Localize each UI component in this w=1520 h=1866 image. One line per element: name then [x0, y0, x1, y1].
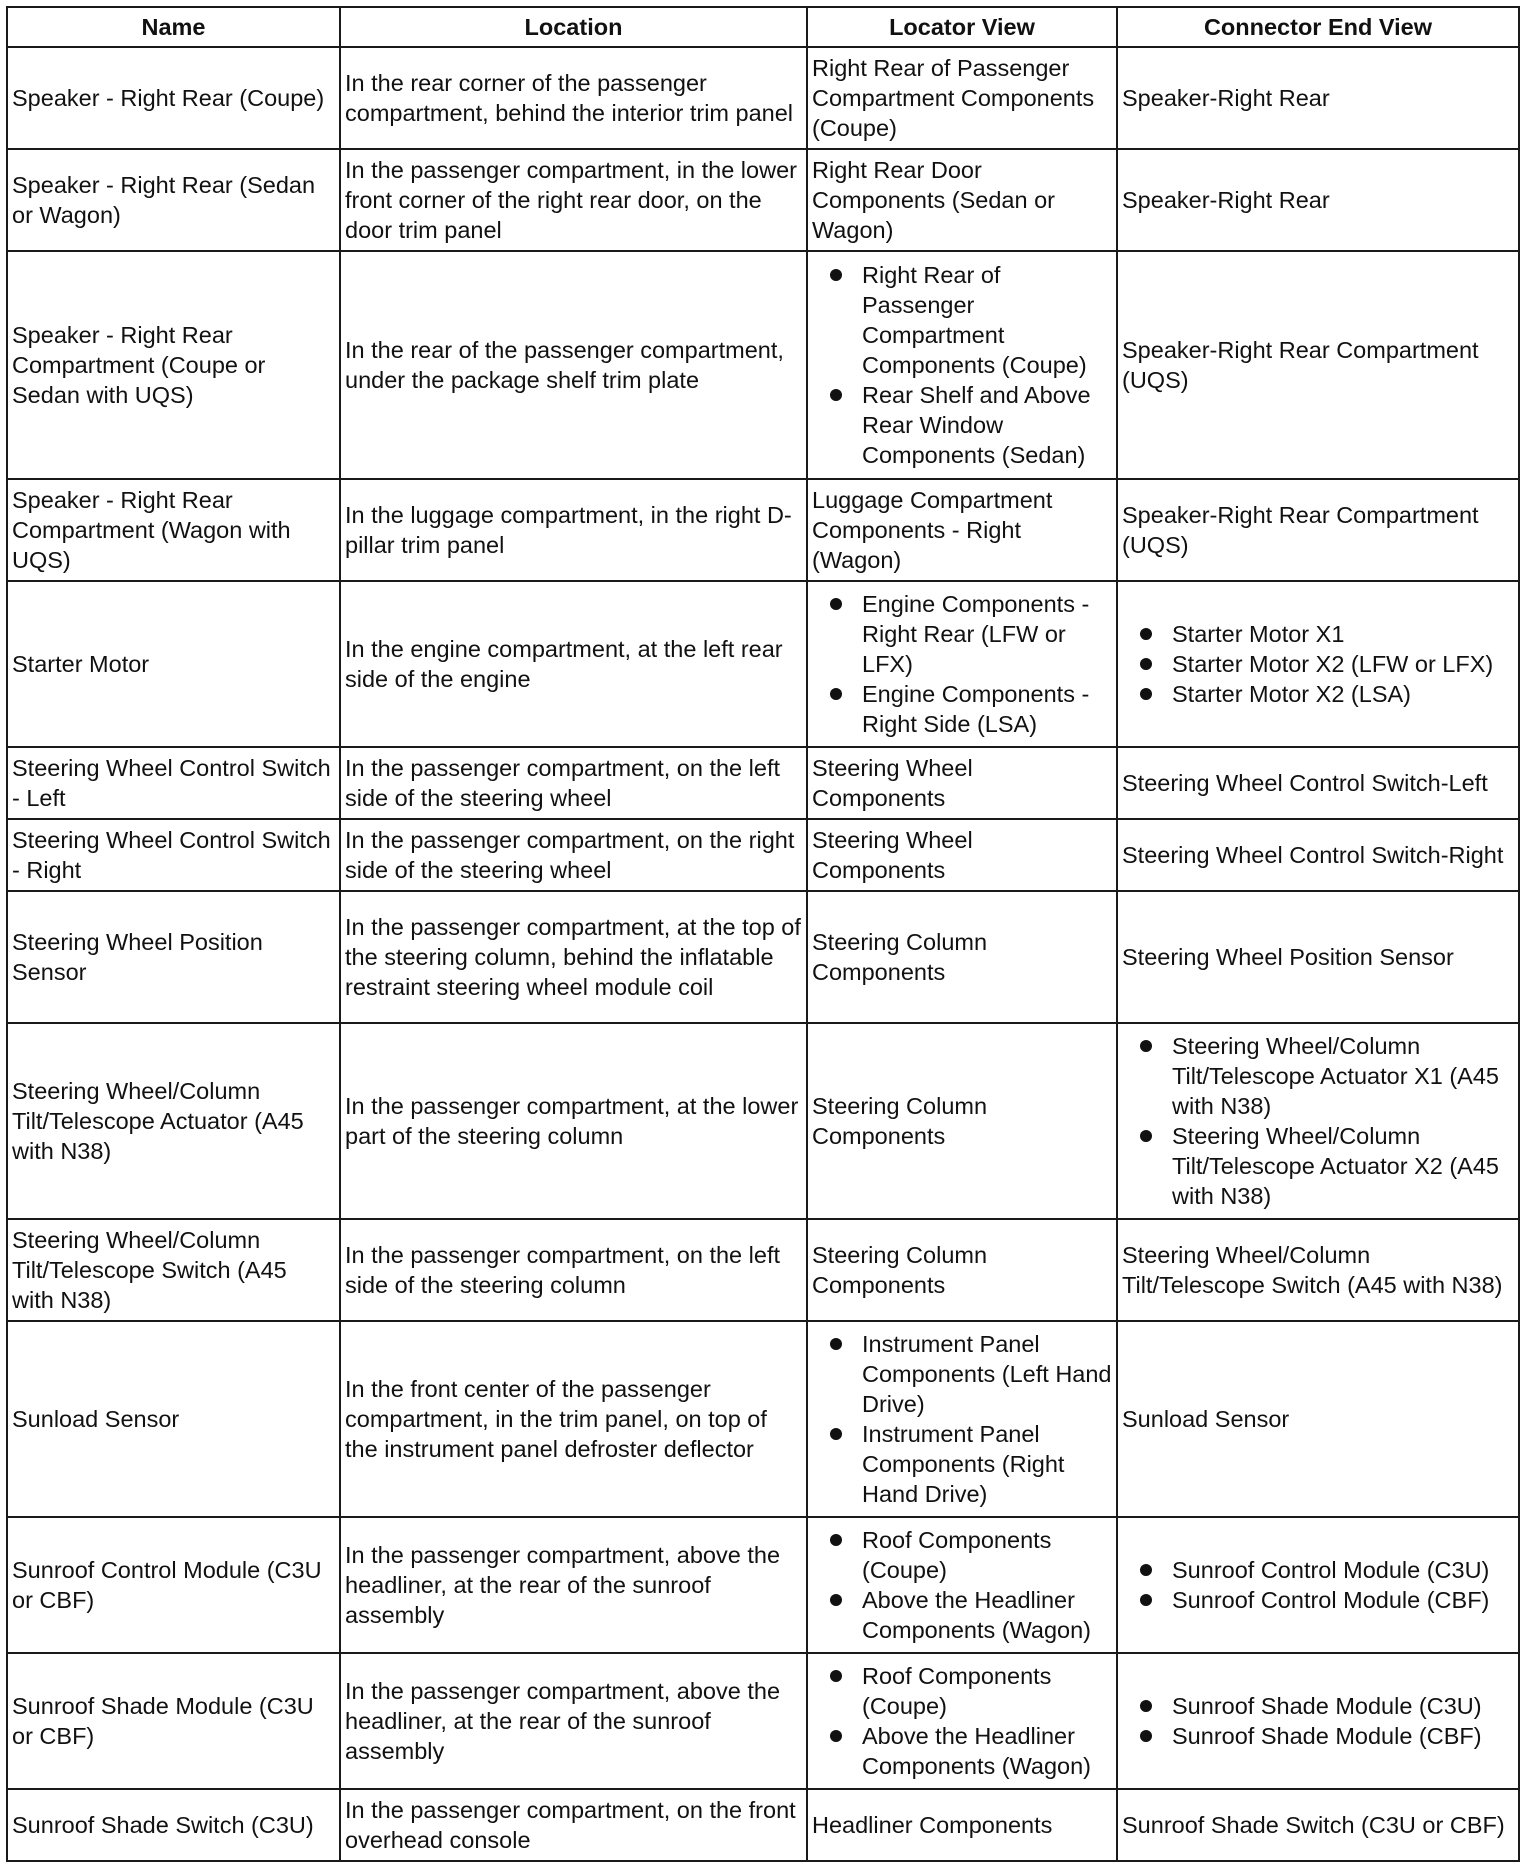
list-item-text: Steering Wheel/Column Tilt/Telescope Actuator X1 (A45 with N38) — [1172, 1033, 1499, 1119]
list-item — [828, 380, 1112, 470]
list-item-text: Sunroof Control Module (C3U) — [1172, 1557, 1490, 1583]
list-item-text: Steering Wheel/Column Tilt/Telescope Actuator X2 (A45 with N38) — [1172, 1123, 1499, 1209]
header-row — [7, 7, 1519, 47]
name-cell: Sunload Sensor — [7, 1321, 340, 1517]
locator-view-cell — [807, 251, 1117, 479]
bullet-icon — [1140, 1700, 1152, 1712]
connector-end-view-cell — [1117, 1653, 1519, 1789]
list-item — [828, 679, 1112, 739]
table-row — [7, 1023, 1519, 1219]
connector-end-view-cell: Speaker-Right Rear Compartment (UQS) — [1117, 251, 1519, 479]
name-cell: Steering Wheel/Column Tilt/Telescope Actuator (A45 with N38) — [7, 1023, 340, 1219]
bullet-list — [1122, 1555, 1514, 1615]
name-cell: Sunroof Control Module (C3U or CBF) — [7, 1517, 340, 1653]
table-row — [7, 47, 1519, 149]
name-cell: Steering Wheel Position Sensor — [7, 891, 340, 1023]
name-cell: Speaker - Right Rear Compartment (Coupe or Sedan with UQS) — [7, 251, 340, 479]
list-item — [828, 589, 1112, 679]
list-item-text: Starter Motor X2 (LSA) — [1172, 681, 1411, 707]
bullet-list — [1122, 1691, 1514, 1751]
list-item-text: Above the Headliner Components (Wagon) — [862, 1587, 1092, 1643]
connector-end-view-cell: Speaker-Right Rear — [1117, 149, 1519, 251]
list-item-text: Engine Components - Right Side (LSA) — [862, 681, 1090, 737]
list-item — [828, 1419, 1112, 1509]
header-name: Name — [7, 7, 340, 47]
bullet-list — [1122, 619, 1514, 709]
table-row — [7, 581, 1519, 747]
name-cell: Sunroof Shade Module (C3U or CBF) — [7, 1653, 340, 1789]
header-connector-end-view: Connector End View — [1117, 7, 1519, 47]
connector-end-view-cell: Steering Wheel/Column Tilt/Telescope Switch (A45 with N38) — [1117, 1219, 1519, 1321]
location-cell: In the rear of the passenger compartment, under the package shelf trim plate — [340, 251, 807, 479]
name-cell: Starter Motor — [7, 581, 340, 747]
list-item-text: Right Rear of Passenger Compartment Components (Coupe) — [862, 262, 1087, 378]
bullet-icon — [1140, 1130, 1152, 1142]
bullet-icon — [830, 1670, 842, 1682]
locator-view-cell — [807, 1321, 1117, 1517]
location-cell: In the passenger compartment, on the left side of the steering wheel — [340, 747, 807, 819]
name-cell: Sunroof Shade Switch (C3U) — [7, 1789, 340, 1861]
bullet-list — [812, 1525, 1112, 1645]
bullet-list — [812, 1329, 1112, 1509]
bullet-icon — [1140, 1730, 1152, 1742]
locator-view-cell — [807, 1653, 1117, 1789]
list-item — [1138, 1691, 1514, 1721]
list-item — [1138, 649, 1514, 679]
name-cell: Steering Wheel/Column Tilt/Telescope Switch (A45 with N38) — [7, 1219, 340, 1321]
list-item-text: Roof Components (Coupe) — [862, 1527, 1052, 1583]
list-item-text: Rear Shelf and Above Rear Window Components (Sedan) — [862, 382, 1091, 468]
table-row — [7, 1653, 1519, 1789]
locator-view-cell: Steering Column Components — [807, 1219, 1117, 1321]
list-item — [828, 1721, 1112, 1781]
location-cell: In the passenger compartment, on the right side of the steering wheel — [340, 819, 807, 891]
locator-view-cell — [807, 581, 1117, 747]
bullet-icon — [830, 1428, 842, 1440]
connector-end-view-cell: Sunroof Shade Switch (C3U or CBF) — [1117, 1789, 1519, 1861]
list-item — [828, 1525, 1112, 1585]
bullet-icon — [1140, 688, 1152, 700]
location-cell: In the luggage compartment, in the right D-pillar trim panel — [340, 479, 807, 581]
bullet-list — [812, 260, 1112, 470]
location-cell: In the passenger compartment, at the lower part of the steering column — [340, 1023, 807, 1219]
list-item-text: Sunroof Control Module (CBF) — [1172, 1587, 1490, 1613]
list-item-text: Sunroof Shade Module (C3U) — [1172, 1693, 1482, 1719]
bullet-list — [812, 589, 1112, 739]
list-item — [1138, 1121, 1514, 1211]
list-item — [828, 260, 1112, 380]
bullet-icon — [1140, 1594, 1152, 1606]
table-row — [7, 1517, 1519, 1653]
connector-end-view-cell: Speaker-Right Rear — [1117, 47, 1519, 149]
bullet-icon — [830, 1338, 842, 1350]
header-location: Location — [340, 7, 807, 47]
table-row — [7, 479, 1519, 581]
list-item — [1138, 619, 1514, 649]
location-cell: In the engine compartment, at the left rear side of the engine — [340, 581, 807, 747]
location-cell: In the passenger compartment, on the front overhead console — [340, 1789, 807, 1861]
locator-view-cell — [807, 1517, 1117, 1653]
component-locator-table-wrapper — [6, 6, 1520, 1862]
table-row — [7, 251, 1519, 479]
name-cell: Steering Wheel Control Switch - Left — [7, 747, 340, 819]
table-row — [7, 1789, 1519, 1861]
locator-view-cell: Steering Wheel Components — [807, 747, 1117, 819]
bullet-icon — [1140, 1040, 1152, 1052]
connector-end-view-cell — [1117, 581, 1519, 747]
list-item-text: Above the Headliner Components (Wagon) — [862, 1723, 1092, 1779]
table-body — [7, 47, 1519, 1861]
bullet-icon — [830, 1594, 842, 1606]
location-cell: In the passenger compartment, at the top of the steering column, behind the inflatable restraint steering wheel module coil — [340, 891, 807, 1023]
list-item-text: Instrument Panel Components (Right Hand Drive) — [862, 1421, 1065, 1507]
location-cell: In the passenger compartment, on the left side of the steering column — [340, 1219, 807, 1321]
list-item — [1138, 1721, 1514, 1751]
location-cell: In the passenger compartment, above the headliner, at the rear of the sunroof assembly — [340, 1517, 807, 1653]
list-item-text: Starter Motor X1 — [1172, 621, 1345, 647]
list-item-text: Sunroof Shade Module (CBF) — [1172, 1723, 1482, 1749]
location-cell: In the passenger compartment, in the lower front corner of the right rear door, on the door trim panel — [340, 149, 807, 251]
list-item-text: Instrument Panel Components (Left Hand Drive) — [862, 1331, 1112, 1417]
list-item-text: Engine Components - Right Rear (LFW or LFX) — [862, 591, 1090, 677]
table-row — [7, 149, 1519, 251]
table-row — [7, 747, 1519, 819]
bullet-icon — [830, 1534, 842, 1546]
location-cell: In the rear corner of the passenger compartment, behind the interior trim panel — [340, 47, 807, 149]
bullet-list — [812, 1661, 1112, 1781]
list-item — [1138, 679, 1514, 709]
locator-view-cell: Steering Wheel Components — [807, 819, 1117, 891]
locator-view-cell: Right Rear of Passenger Compartment Components (Coupe) — [807, 47, 1117, 149]
bullet-icon — [830, 598, 842, 610]
bullet-list — [1122, 1031, 1514, 1211]
connector-end-view-cell: Speaker-Right Rear Compartment (UQS) — [1117, 479, 1519, 581]
bullet-icon — [830, 1730, 842, 1742]
bullet-icon — [830, 389, 842, 401]
name-cell: Speaker - Right Rear (Sedan or Wagon) — [7, 149, 340, 251]
list-item — [828, 1585, 1112, 1645]
bullet-icon — [1140, 1564, 1152, 1576]
bullet-icon — [830, 269, 842, 281]
table-row — [7, 819, 1519, 891]
location-cell: In the front center of the passenger compartment, in the trim panel, on top of the instrument panel defroster deflector — [340, 1321, 807, 1517]
list-item — [1138, 1031, 1514, 1121]
connector-end-view-cell — [1117, 1517, 1519, 1653]
bullet-icon — [1140, 628, 1152, 640]
table-row — [7, 891, 1519, 1023]
name-cell: Speaker - Right Rear (Coupe) — [7, 47, 340, 149]
list-item — [828, 1329, 1112, 1419]
list-item — [1138, 1585, 1514, 1615]
table-row — [7, 1219, 1519, 1321]
location-cell: In the passenger compartment, above the headliner, at the rear of the sunroof assembly — [340, 1653, 807, 1789]
list-item-text: Starter Motor X2 (LFW or LFX) — [1172, 651, 1494, 677]
name-cell: Speaker - Right Rear Compartment (Wagon with UQS) — [7, 479, 340, 581]
connector-end-view-cell: Sunload Sensor — [1117, 1321, 1519, 1517]
table-row — [7, 1321, 1519, 1517]
connector-end-view-cell: Steering Wheel Control Switch-Right — [1117, 819, 1519, 891]
locator-view-cell: Headliner Components — [807, 1789, 1117, 1861]
locator-view-cell: Steering Column Components — [807, 1023, 1117, 1219]
bullet-icon — [830, 688, 842, 700]
connector-end-view-cell: Steering Wheel Position Sensor — [1117, 891, 1519, 1023]
connector-end-view-cell — [1117, 1023, 1519, 1219]
locator-view-cell: Right Rear Door Components (Sedan or Wagon) — [807, 149, 1117, 251]
name-cell: Steering Wheel Control Switch - Right — [7, 819, 340, 891]
locator-view-cell: Steering Column Components — [807, 891, 1117, 1023]
list-item-text: Roof Components (Coupe) — [862, 1663, 1052, 1719]
list-item — [828, 1661, 1112, 1721]
bullet-icon — [1140, 658, 1152, 670]
list-item — [1138, 1555, 1514, 1585]
header-locator-view: Locator View — [807, 7, 1117, 47]
component-locator-table — [6, 6, 1520, 1862]
locator-view-cell: Luggage Compartment Components - Right (Wagon) — [807, 479, 1117, 581]
connector-end-view-cell: Steering Wheel Control Switch-Left — [1117, 747, 1519, 819]
